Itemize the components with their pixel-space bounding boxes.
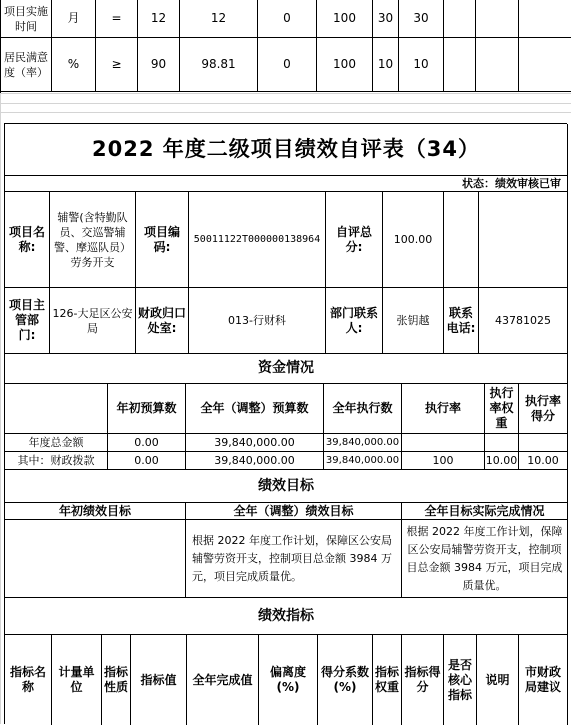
goals-header: 全年目标实际完成情况 xyxy=(402,503,568,520)
actual-value: 98.81 xyxy=(180,38,258,92)
deviation-value: 0 xyxy=(258,38,317,92)
actual-value: 12 xyxy=(180,0,258,38)
target-value: 90 xyxy=(138,38,180,92)
funds-executed: 39,840,000.00 xyxy=(324,434,402,452)
unit-cell: 月 xyxy=(52,0,96,38)
goals-adjusted: 根据 2022 年度工作计划，保障区公安局辅警劳资开支，控制项目总金额 3984 万元，项目完成质量优。 xyxy=(186,520,402,598)
funds-weight xyxy=(485,434,519,452)
funds-header: 执行率 xyxy=(402,384,485,434)
target-value: 12 xyxy=(138,0,180,38)
score-value: 30 xyxy=(399,0,444,38)
dept: 126-大足区公安局 xyxy=(50,288,136,354)
funds-adjusted: 39,840,000.00 xyxy=(186,452,324,470)
funds-header: 全年执行数 xyxy=(324,384,402,434)
empty-cell xyxy=(479,192,568,288)
finance-office-label: 财政归口处室: xyxy=(136,288,189,354)
finance-office: 013-行财科 xyxy=(189,288,326,354)
weight-value: 10 xyxy=(373,38,399,92)
project-code: 50011122T000000138964 xyxy=(189,192,326,288)
operator-cell: = xyxy=(96,0,138,38)
note-cell xyxy=(476,0,519,38)
funds-initial: 0.00 xyxy=(108,434,186,452)
funds-rate: 100 xyxy=(402,452,485,470)
funds-header: 全年（调整）预算数 xyxy=(186,384,324,434)
score-value: 10 xyxy=(399,38,444,92)
indicators-header: 偏离度(%) xyxy=(259,635,318,725)
dept-label: 项目主管部门: xyxy=(5,288,50,354)
funds-initial: 0.00 xyxy=(108,452,186,470)
goals-initial xyxy=(5,520,186,598)
empty-cell xyxy=(5,384,108,434)
grid-line xyxy=(0,93,571,94)
goals-section-title: 绩效目标 xyxy=(5,470,568,503)
page-title: 2022 年度二级项目绩效自评表（34） xyxy=(5,124,568,176)
top-table xyxy=(0,0,571,93)
project-name: 辅警(含特勤队员、交巡警辅警、摩巡队员）劳务开支 xyxy=(50,192,136,288)
goals-actual: 根据 2022 年度工作计划，保障区公安局辅警劳资开支，控制项目总金额 3984 万元，项目完成质量优。 xyxy=(402,520,568,598)
funds-rate xyxy=(402,434,485,452)
core-cell xyxy=(444,0,476,38)
funds-weight: 10.00 xyxy=(485,452,519,470)
funds-row-label: 年度总金额 xyxy=(5,434,108,452)
indicators-header: 指标名称 xyxy=(5,635,52,725)
weight-value: 30 xyxy=(373,0,399,38)
goals-header: 全年（调整）绩效目标 xyxy=(186,503,402,520)
indicators-header: 得分系数(%) xyxy=(318,635,373,725)
project-name-label: 项目名称: xyxy=(5,192,50,288)
indicators-header: 是否核心指标 xyxy=(444,635,477,725)
grid-line xyxy=(0,0,1,724)
phone-label: 联系电话: xyxy=(444,288,479,354)
funds-executed: 39,840,000.00 xyxy=(324,452,402,470)
grid-line xyxy=(0,103,571,104)
contact-label: 部门联系人: xyxy=(326,288,383,354)
advice-cell xyxy=(519,0,571,38)
advice-cell xyxy=(519,38,571,92)
report-table xyxy=(4,123,567,724)
coefficient-value: 100 xyxy=(317,0,373,38)
funds-section-title: 资金情况 xyxy=(5,354,568,384)
self-score: 100.00 xyxy=(383,192,444,288)
deviation-value: 0 xyxy=(258,0,317,38)
indicators-section-title: 绩效指标 xyxy=(5,598,568,635)
funds-adjusted: 39,840,000.00 xyxy=(186,434,324,452)
note-cell xyxy=(476,38,519,92)
indicators-header: 指标得分 xyxy=(402,635,444,725)
project-code-label: 项目编码: xyxy=(136,192,189,288)
indicators-header: 全年完成值 xyxy=(187,635,259,725)
core-cell xyxy=(444,38,476,92)
indicators-header: 指标权重 xyxy=(373,635,402,725)
indicators-header: 市财政局建议 xyxy=(519,635,568,725)
self-score-label: 自评总分: xyxy=(326,192,383,288)
phone: 43781025 xyxy=(479,288,568,354)
unit-cell: % xyxy=(52,38,96,92)
operator-cell: ≥ xyxy=(96,38,138,92)
funds-header: 年初预算数 xyxy=(108,384,186,434)
row-label: 居民满意度（率） xyxy=(1,38,52,92)
grid-line xyxy=(0,112,571,113)
row-label: 项目实施时间 xyxy=(1,0,52,38)
coefficient-value: 100 xyxy=(317,38,373,92)
contact: 张钥越 xyxy=(383,288,444,354)
indicators-header: 说明 xyxy=(477,635,519,725)
funds-row-label: 其中：财政拨款 xyxy=(5,452,108,470)
empty-cell xyxy=(444,192,479,288)
goals-header: 年初绩效目标 xyxy=(5,503,186,520)
funds-score xyxy=(519,434,568,452)
status-badge: 状态：绩效审核已审 xyxy=(5,176,568,192)
indicators-header: 指标值 xyxy=(131,635,187,725)
funds-header: 执行率权重 xyxy=(485,384,519,434)
indicators-header: 计量单位 xyxy=(52,635,102,725)
funds-score: 10.00 xyxy=(519,452,568,470)
indicators-header: 指标性质 xyxy=(102,635,131,725)
funds-header: 执行率得分 xyxy=(519,384,568,434)
